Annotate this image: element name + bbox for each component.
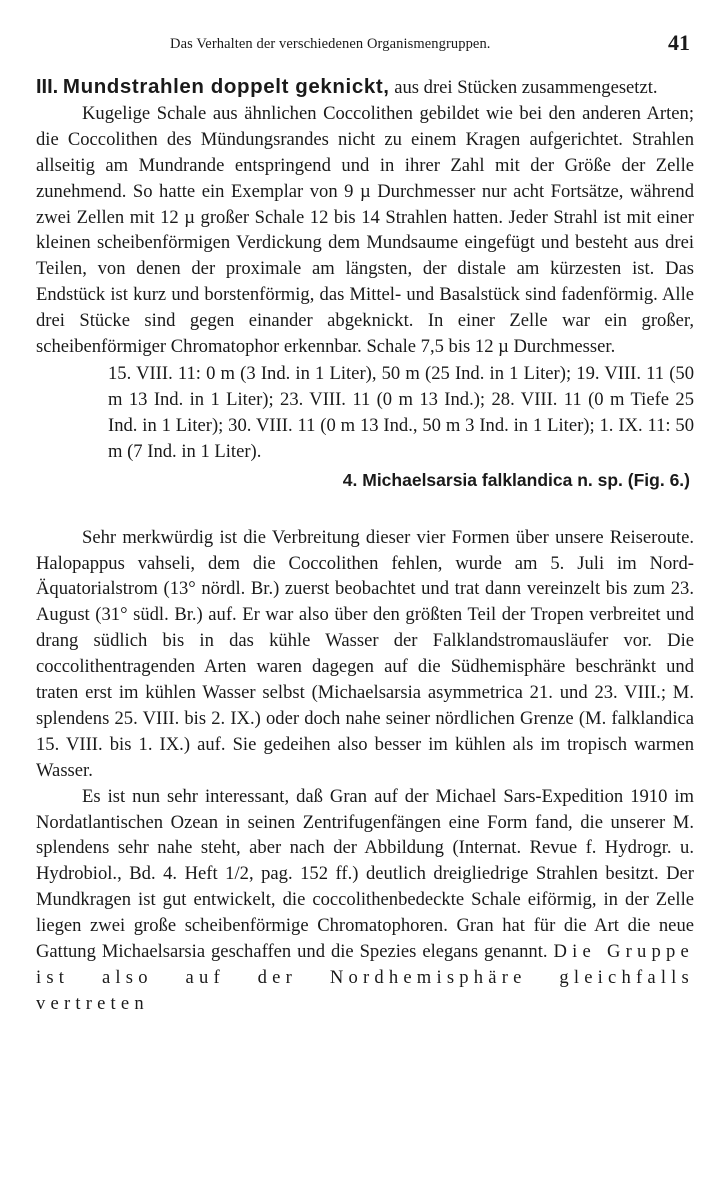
- gran-paragraph: [36, 784, 694, 1017]
- distribution-paragraph: Sehr merkwürdig ist die Verbreitung dieser vier Formen über unsere Reiseroute. Halopappus vahseli, dem die Coccolithen fehlen, wurde am 5. Juli im Nord-Äquatorialstrom (13° nördl. Br.) zuerst beobachtet und trat dann vereinzelt bis zum 23. August (31° südl. Br.) auf. Er war also über den größten Teil der Tropen verbreitet und drang südlich bis in das kühle Wasser der Falklandstromausläufer vor. Die coccolithentragenden Arten waren dagegen auf die Südhemisphäre beschränkt und traten erst im kühlen Wasser selbst (Michaelsarsia asymmetrica 21. und 23. VIII.; M. splendens 25. VIII. bis 2. IX.) oder doch nahe seiner nördlichen Grenze (M. falklandica 15. VIII. bis 1. IX.) auf. Sie gedeihen also besser im kühlen als im tropisch warmen Wasser.: [36, 526, 694, 781]
- gran-paragraph-text: Es ist nun sehr interessant, daß Gran auf der Michael Sars-Expedition 1910 im Nordatlantischen Ozean in seinen Zentrifugenfängen eine Form fand, die unserer M. splendens sehr nahe steht, aber nach der Abbildung (Internat. Revue f. Hydrogr. u. Hydrobiol., Bd. 4. Heft 1/2, pag. 152 ff.) deutlich dreigliedrige Strahlen besitzt. Der Mundkragen ist gut entwickelt, die coccolithenbedeckte Schale eiförmig, in der Zelle liegen zwei große scheibenförmige Chromatophoren. Gran hat für die Art die neue Gattung Michaelsarsia geschaffen und die Spezies elegans genannt.: [36, 785, 694, 963]
- page-number: 41: [668, 30, 690, 55]
- section-title: Mundstrahlen doppelt geknickt,: [62, 75, 390, 98]
- section-label: III.: [36, 76, 59, 98]
- description-paragraph: Kugelige Schale aus ähnlichen Coccolithen gebildet wie bei den anderen Arten; die Coccolithen des Mündungsrandes nicht zu einem Kragen aufgerichtet. Strahlen allseitig am Mundrande entspringend und in ihrer Zahl mit der Größe der Zelle zunehmend. So hatte ein Exemplar von 9 µ Durchmesser nur acht Fortsätze, während zwei Zellen mit 12 µ großer Schale 12 bis 14 Strahlen hatten. Jeder Strahl ist mit einer kleinen scheibenförmigen Verdickung dem Mundsaume eingefügt und besteht aus drei Teilen, von denen der proximale am längsten, der distale am kürzesten ist. Das Endstück ist kurz und borstenförmig, das Mittel- und Basalstück sind fadenförmig. Alle drei Stücke sind gegen einander abgeknickt. In einer Zelle war ein großer, scheibenförmiger Chromatophor erkennbar. Schale 7,5 bis 12 µ Durchmesser.: [36, 102, 694, 358]
- species-heading: 4. Michaelsarsia falklandica n. sp. (Fig. 6.): [342, 469, 690, 490]
- page-body: [36, 74, 694, 1017]
- section-title-rest: aus drei Stücken zusammengesetzt.: [394, 77, 658, 98]
- station-records: 15. VIII. 11: 0 m (3 Ind. in 1 Liter), 50 m (25 Ind. in 1 Liter); 19. VIII. 11 (50 m 13 Ind. in 1 Liter); 23. VIII. 11 (0 m 13 Ind.); 28. VIII. 11 (0 m Tiefe 25 Ind. in 1 Liter); 30. VIII. 11 (0 m 13 Ind., 50 m 3 Ind. in 1 Liter); 1. IX. 11: 50 m (7 Ind. in 1 Liter).: [108, 362, 694, 462]
- running-title: Das Verhalten der verschiedenen Organismengruppen.: [170, 36, 491, 52]
- gran-paragraph-spaced-text: Die Gruppe ist also auf der Nordhemisphäre gleichfalls vertreten: [36, 941, 694, 1014]
- page-header: [170, 30, 690, 58]
- section-heading: [36, 74, 694, 101]
